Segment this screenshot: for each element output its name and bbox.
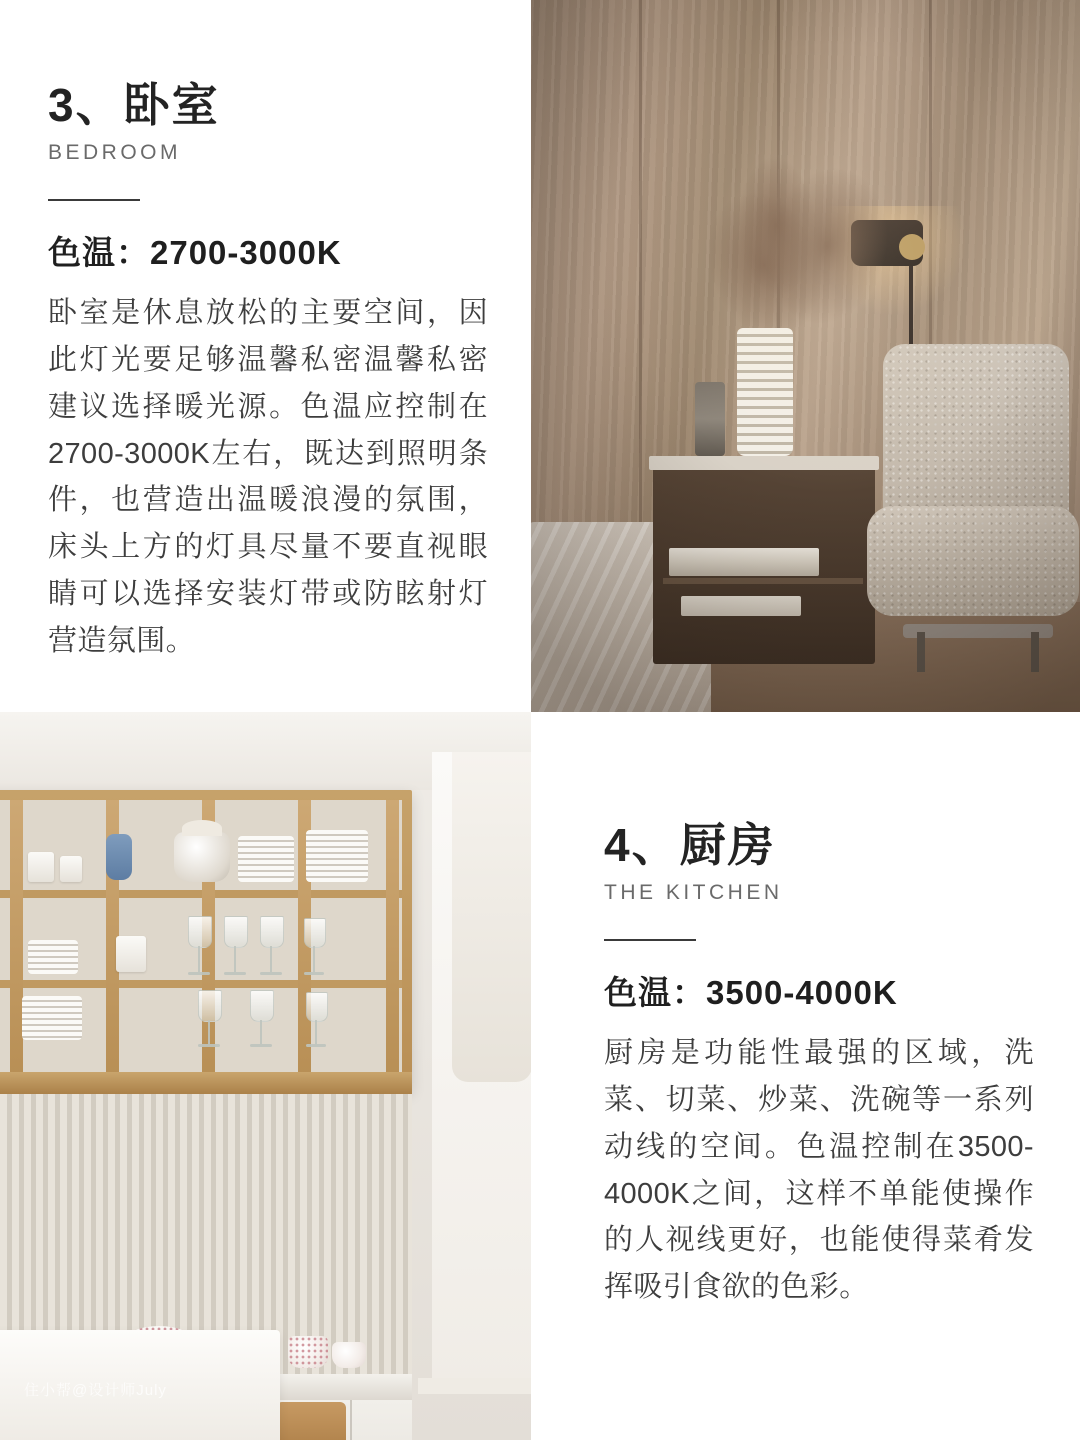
kitchen-body-text: 厨房是功能性最强的区域，洗菜、切菜、炒菜、洗碗等一系列动线的空间。色温控制在3500-4000K之间，这样不单能使操作的人视线更好，也能使得菜肴发挥吸引食欲的色彩。 xyxy=(604,1036,1034,1304)
plate-stack xyxy=(306,830,368,882)
kitchen-text-block xyxy=(604,820,1034,1311)
kitchen-subtitle: THE KITCHEN xyxy=(604,880,783,904)
kitchen-photo-canvas xyxy=(0,712,531,1440)
kitchen-color-temperature: 色温：3500-4000K xyxy=(604,973,898,1011)
bedroom-color-temperature: 色温：2700-3000K xyxy=(48,233,342,271)
window-sill xyxy=(418,1378,531,1394)
bedroom-photo xyxy=(531,0,1080,712)
cabinet-base-trim xyxy=(0,1072,412,1094)
wine-glass-bowl xyxy=(260,916,284,948)
cabinet-door-seam xyxy=(350,1400,352,1440)
bowl-stack xyxy=(28,940,78,974)
bedroom-subtitle: BEDROOM xyxy=(48,140,182,164)
wine-glass-foot xyxy=(304,972,324,975)
cabinet-shelf xyxy=(0,890,402,898)
wine-glass-bowl xyxy=(250,990,274,1022)
dining-chair xyxy=(276,1402,346,1440)
cabinet-shelf xyxy=(0,980,402,988)
wine-glass-bowl xyxy=(188,916,212,948)
bedroom-text-block xyxy=(48,80,488,665)
bedroom-text-panel xyxy=(0,0,531,712)
wine-glass-stem xyxy=(234,946,236,972)
kitchen-title: 4、厨房 xyxy=(604,819,776,871)
wine-glass-bowl xyxy=(198,990,222,1022)
floral-pattern xyxy=(288,1336,328,1368)
plate-stack xyxy=(238,836,294,882)
wine-glass-foot xyxy=(188,972,210,975)
ceramic-pot xyxy=(174,832,230,882)
wine-glass-stem xyxy=(313,946,315,972)
bedroom-divider xyxy=(48,199,140,201)
wine-glass-foot xyxy=(198,1044,220,1047)
teacup xyxy=(288,1336,328,1368)
wine-glass-foot xyxy=(224,972,246,975)
wine-glass-bowl xyxy=(304,918,326,948)
wine-glass-foot xyxy=(260,972,282,975)
wine-glass-stem xyxy=(315,1020,317,1044)
bowl-stack xyxy=(22,996,82,1040)
bedroom-photo-canvas xyxy=(531,0,1080,712)
wine-glass-bowl xyxy=(224,916,248,948)
wine-glass-foot xyxy=(250,1044,272,1047)
bedroom-body-text: 卧室是休息放松的主要空间，因此灯光要足够温馨私密温馨私密建议选择暖光源。色温应控制在2700-3000K左右，既达到照明条件，也营造出温暖浪漫的氛围，床头上方的灯具尽量不要直视眼睛可以选择安装灯带或防眩射灯营造氛围。 xyxy=(48,296,488,658)
wine-glass-stem xyxy=(260,1020,262,1044)
bedroom-title: 3、卧室 xyxy=(48,79,220,131)
wine-glass-stem xyxy=(270,946,272,972)
teacup xyxy=(332,1342,366,1368)
cabinet-mullion xyxy=(386,800,399,1076)
kitchen-photo xyxy=(0,712,531,1440)
roman-shade xyxy=(452,752,531,1082)
blue-jar xyxy=(106,834,132,880)
small-vessel xyxy=(28,852,54,882)
watermark: 住小帮@设计师July xyxy=(24,1382,167,1399)
wine-glass-stem xyxy=(208,1020,210,1044)
wine-glass-foot xyxy=(306,1044,326,1047)
small-vessel xyxy=(60,856,82,882)
ceramic-cup xyxy=(116,936,146,972)
pot-lid xyxy=(182,820,222,836)
upper-cabinet xyxy=(0,790,412,1090)
photo-vignette xyxy=(531,0,1080,712)
wine-glass-bowl xyxy=(306,992,328,1022)
wine-glass-stem xyxy=(198,946,200,972)
kitchen-divider xyxy=(604,939,696,941)
